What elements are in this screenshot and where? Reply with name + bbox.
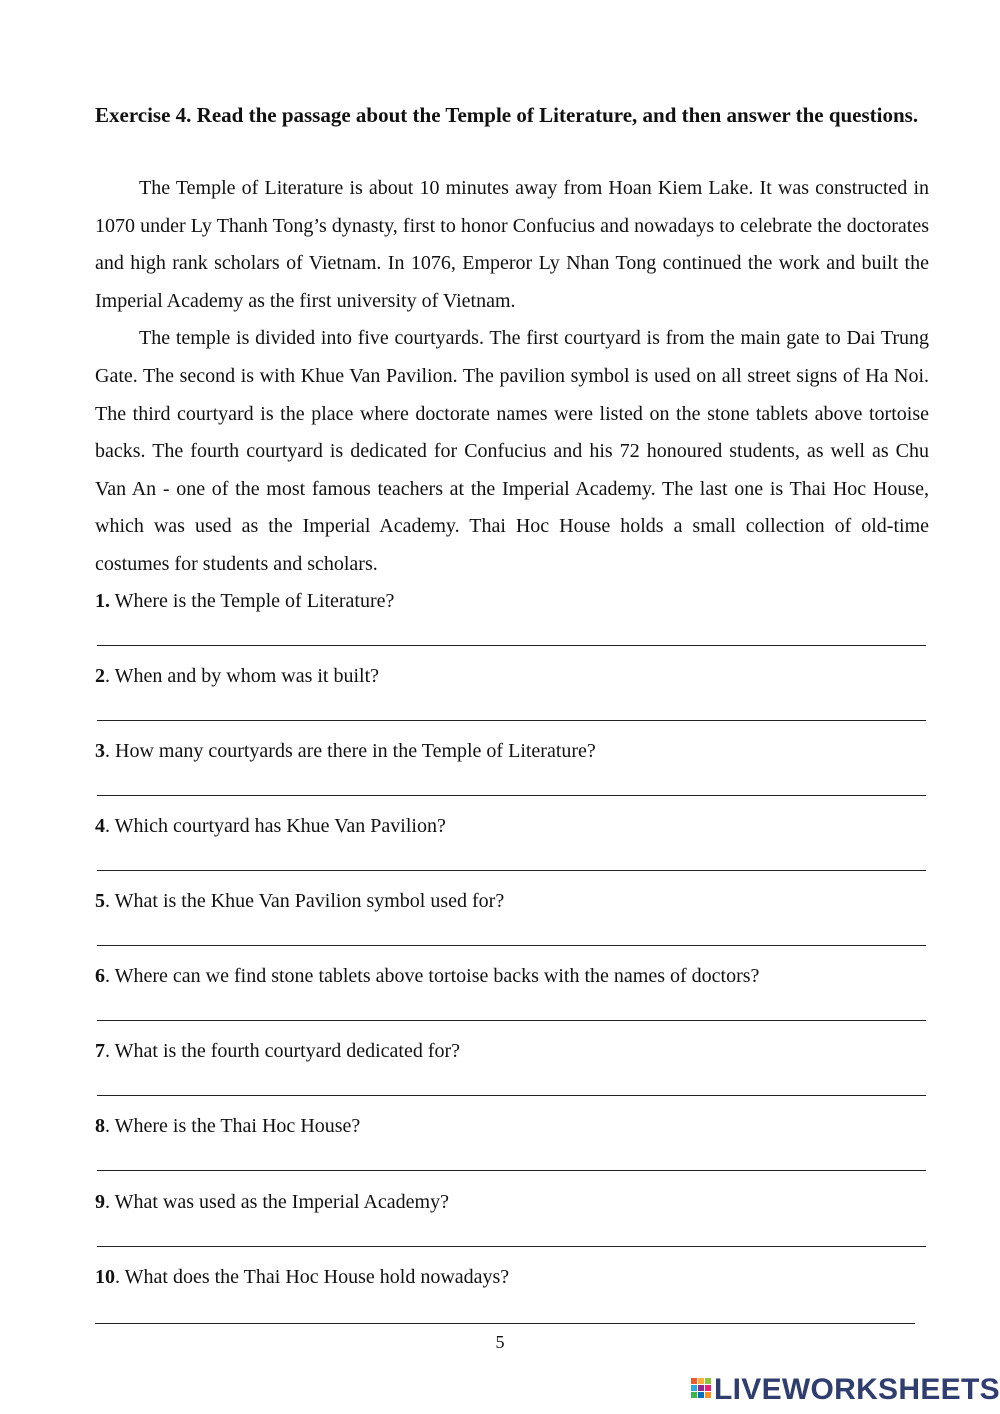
answer-line-1[interactable] (97, 645, 926, 646)
question-text: . What is the Khue Van Pavilion symbol used for? (105, 890, 505, 912)
question-2 (95, 661, 929, 691)
answer-line-3[interactable] (97, 795, 926, 796)
question-6 (95, 961, 929, 991)
answer-line-8[interactable] (97, 1170, 926, 1171)
brand-text: LIVEWORKSHEETS (714, 1373, 1000, 1406)
question-text: . Where is the Thai Hoc House? (105, 1115, 361, 1137)
liveworksheets-brand[interactable] (690, 1372, 1000, 1408)
question-number: 8 (95, 1115, 105, 1137)
passage-paragraph-1: The Temple of Literature is about 10 minutes away from Hoan Kiem Lake. It was constructed in 1070 under Ly Thanh Tong’s dynasty, first to honor Confucius and nowadays to celebrate the doctorates and high rank scholars of Vietnam. In 1076, Emperor Ly Nhan Tong continued the work and built the Imperial Academy as the first university of Vietnam. (95, 177, 929, 312)
question-text: . When and by whom was it built? (105, 665, 380, 687)
answer-line-2[interactable] (97, 720, 926, 721)
question-number: 1. (95, 590, 110, 612)
question-text: . What was used as the Imperial Academy? (105, 1191, 449, 1213)
question-text: . How many courtyards are there in the Temple of Literature? (105, 740, 596, 762)
question-text: . What is the fourth courtyard dedicated for? (105, 1040, 461, 1062)
question-5 (95, 886, 929, 916)
answer-line-9[interactable] (97, 1246, 926, 1247)
answer-line-6[interactable] (97, 1020, 926, 1021)
question-number: 10 (95, 1266, 115, 1288)
question-number: 7 (95, 1040, 105, 1062)
liveworksheets-logo-icon (690, 1377, 712, 1403)
answer-line-7[interactable] (97, 1095, 926, 1096)
question-number: 3 (95, 740, 105, 762)
question-9 (95, 1187, 929, 1217)
question-number: 6 (95, 965, 105, 987)
page-number: 5 (495, 1332, 505, 1352)
question-number: 4 (95, 815, 105, 837)
question-1 (95, 586, 929, 616)
question-3 (95, 736, 929, 766)
exercise-title: Exercise 4. Read the passage about the Temple of Literature, and then answer the questions. (95, 103, 919, 127)
answer-line-10[interactable] (95, 1323, 915, 1324)
reading-passage (95, 170, 929, 584)
question-text: . Where can we find stone tablets above tortoise backs with the names of doctors? (105, 965, 760, 987)
question-number: 9 (95, 1191, 105, 1213)
question-7 (95, 1036, 929, 1066)
question-number: 5 (95, 890, 105, 912)
question-text: . Which courtyard has Khue Van Pavilion? (105, 815, 446, 837)
question-text: . What does the Thai Hoc House hold nowadays? (115, 1266, 510, 1288)
answer-line-4[interactable] (97, 870, 926, 871)
answer-line-5[interactable] (97, 945, 926, 946)
question-8 (95, 1111, 929, 1141)
passage-paragraph-2: The temple is divided into five courtyards. The first courtyard is from the main gate to Dai Trung Gate. The second is with Khue Van Pavilion. The pavilion symbol is used on all street signs of Ha Noi. The third courtyard is the place where doctorate names were listed on the stone tablets above tortoise backs. The fourth courtyard is dedicated for Confucius and his 72 honoured students, as well as Chu Van An - one of the most famous teachers at the Imperial Academy. The last one is Thai Hoc House, which was used as the Imperial Academy. Thai Hoc House holds a small collection of old-time costumes for students and scholars. (95, 327, 929, 575)
question-10 (95, 1262, 929, 1292)
question-text: Where is the Temple of Literature? (110, 590, 395, 612)
question-number: 2 (95, 665, 105, 687)
question-4 (95, 811, 929, 841)
